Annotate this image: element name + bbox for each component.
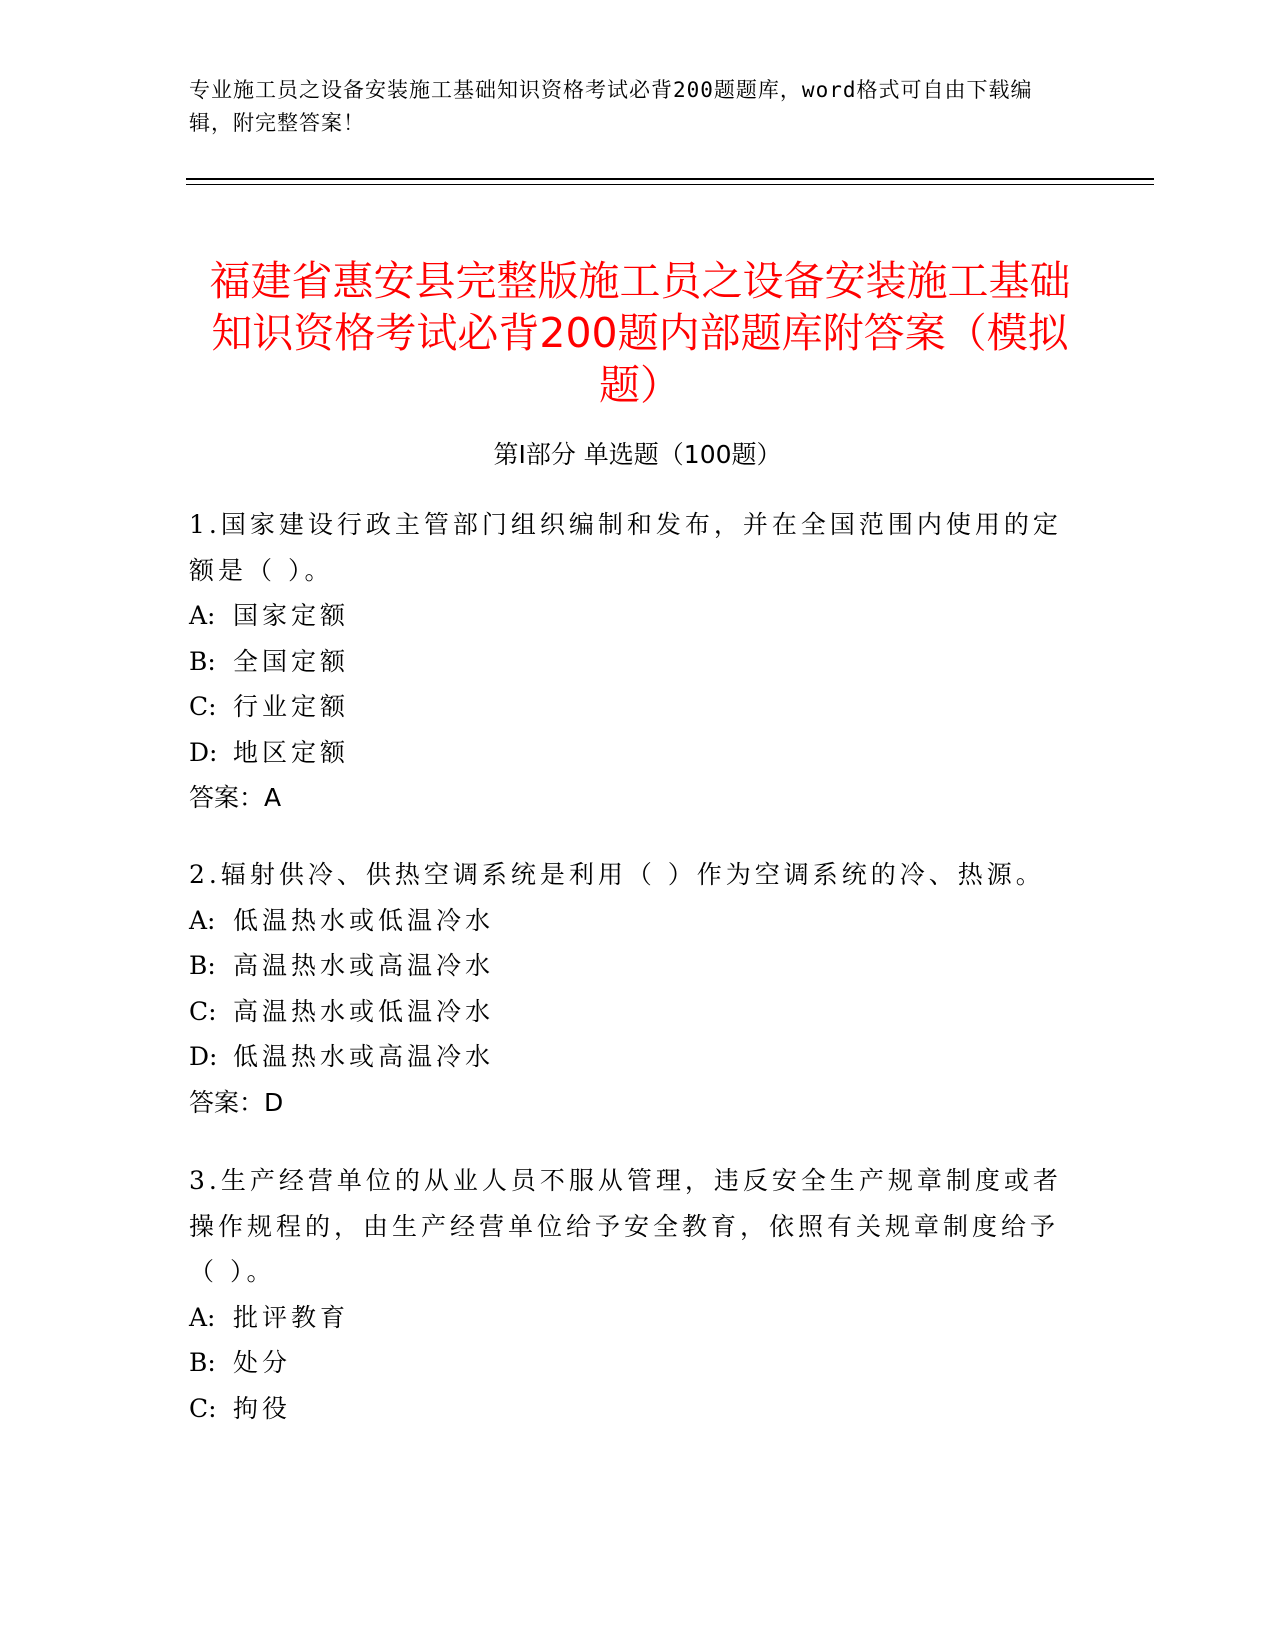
option-letter: C: <box>189 692 217 721</box>
option-c <box>189 684 1069 730</box>
option-b <box>189 1340 1069 1386</box>
option-text: 全国定额 <box>233 646 350 676</box>
option-letter: D: <box>189 737 218 767</box>
option-c <box>189 989 1069 1035</box>
option-letter: B: <box>189 1348 216 1377</box>
option-letter: C: <box>189 996 217 1026</box>
document-title: 福建省惠安县完整版施工员之设备安装施工基础知识资格考试必背200题内部题库附答案（模拟题） <box>209 257 1071 410</box>
option-letter: A: <box>189 601 216 630</box>
option-text: 地区定额 <box>233 737 350 767</box>
section-heading: 第Ⅰ部分 单选题（100题） <box>493 440 782 469</box>
option-letter: D: <box>189 1042 218 1071</box>
option-text: 处分 <box>233 1348 292 1377</box>
option-d <box>189 730 1069 776</box>
option-text: 行业定额 <box>233 692 350 721</box>
option-text: 高温热水或低温冷水 <box>233 996 495 1026</box>
option-b <box>189 639 1069 685</box>
option-text: 低温热水或低温冷水 <box>233 905 495 935</box>
question-1 <box>189 502 1069 821</box>
option-letter: B: <box>189 646 216 676</box>
option-text: 低温热水或高温冷水 <box>233 1042 495 1071</box>
option-b <box>189 943 1069 989</box>
question-3 <box>189 1158 1069 1431</box>
question-text: 2.辐射供冷、供热空调系统是利用（ ）作为空调系统的冷、热源。 <box>189 860 1045 889</box>
option-text: 批评教育 <box>233 1302 350 1332</box>
option-d <box>189 1034 1069 1080</box>
option-text: 国家定额 <box>233 601 350 630</box>
header-divider-thick <box>186 178 1154 180</box>
option-letter: A: <box>189 1302 216 1332</box>
header-note: 专业施工员之设备安装施工基础知识资格考试必背200题题库，word格式可自由下载编辑，附完整答案！ <box>189 78 1033 135</box>
question-2 <box>189 852 1069 1125</box>
header-divider-thin <box>186 184 1154 185</box>
option-a <box>189 1295 1069 1341</box>
option-letter: B: <box>189 951 216 980</box>
option-text: 高温热水或高温冷水 <box>233 951 495 980</box>
option-text: 拘役 <box>233 1393 292 1423</box>
option-letter: C: <box>189 1393 217 1423</box>
option-letter: A: <box>189 905 216 935</box>
option-a <box>189 593 1069 639</box>
answer-label: 答案：D <box>189 1087 284 1117</box>
option-a <box>189 898 1069 944</box>
question-text: 3.生产经营单位的从业人员不服从管理，违反安全生产规章制度或者操作规程的，由生产经营单位给予安全教育，依照有关规章制度给予（ ）。 <box>189 1166 1062 1286</box>
option-c <box>189 1386 1069 1432</box>
question-text: 1.国家建设行政主管部门组织编制和发布，并在全国范围内使用的定额是（ ）。 <box>189 510 1062 585</box>
answer-label: 答案：A <box>189 783 282 812</box>
